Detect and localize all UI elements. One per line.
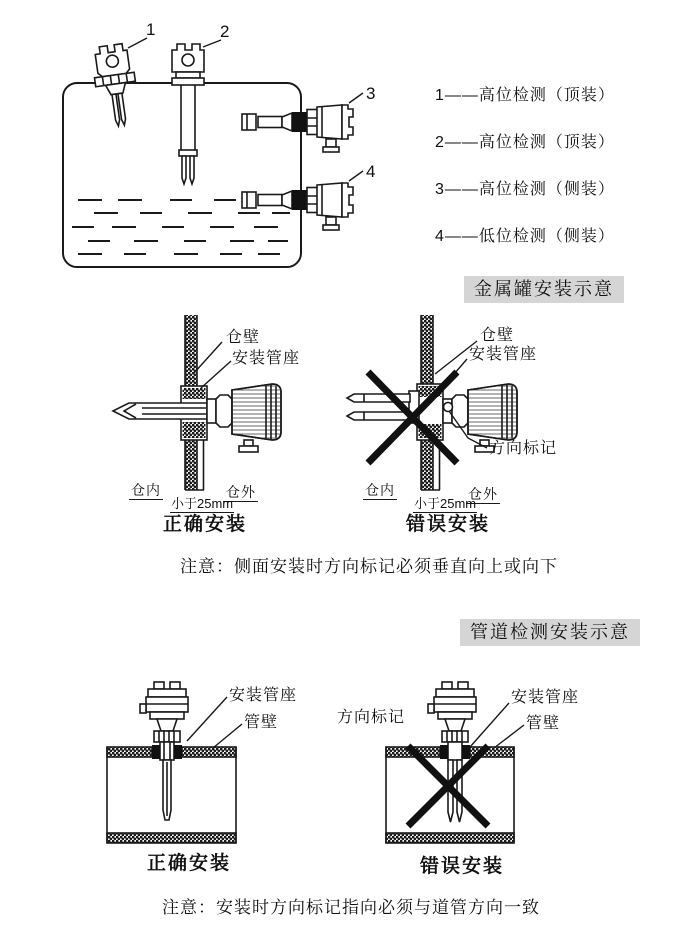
pipe-wrong-caption: 错误安装 (420, 856, 505, 877)
sensor-housing (232, 384, 281, 452)
correct-outside-label: 仓外 (226, 484, 256, 500)
legend-item-2: 2——高位检测（顶装） (435, 134, 615, 151)
callout-1: 1 (146, 20, 156, 39)
correct-wall-label: 仓壁 (226, 329, 261, 346)
pipe-section-badge: 管道检测安装示意 (460, 619, 640, 646)
legend-item-4: 4——低位检测（侧装） (435, 228, 615, 245)
wrong-install-caption: 错误安装 (406, 514, 491, 535)
process-adapter (207, 395, 232, 427)
pipe-wrong-direction-label: 方向标记 (337, 709, 406, 726)
side-install-note: 注意：侧面安装时方向标记必须垂直向上或向下 (180, 557, 558, 576)
correct-distance-label: 小于25mm (171, 496, 234, 511)
correct-socket-label: 安装管座 (232, 350, 301, 367)
wrong-direction-label: 方向标记 (489, 440, 558, 457)
wrong-distance-label: 小于25mm (414, 496, 477, 511)
pipe-correct-socket-label: 安装管座 (229, 687, 298, 704)
callout-3: 3 (366, 84, 376, 103)
metal-tank-section-badge: 金属罐安装示意 (464, 276, 624, 303)
direction-mark-tab (428, 704, 434, 713)
pipe-wrong-wall-label: 管壁 (526, 715, 561, 732)
correct-install-caption: 正确安装 (163, 514, 248, 535)
label-leaders (194, 342, 231, 388)
label-leaders (187, 697, 242, 748)
direction-mark (444, 403, 453, 412)
wrong-socket-label: 安装管座 (469, 346, 538, 363)
callout-4: 4 (366, 162, 376, 181)
pipe-wrong-socket-label: 安装管座 (511, 689, 580, 706)
legend-item-3: 3——高位检测（侧装） (435, 181, 615, 198)
legend-item-1: 1——高位检测（顶装） (435, 87, 615, 104)
wrong-inside-label: 仓内 (365, 482, 395, 498)
pipe-correct-caption: 正确安装 (147, 853, 232, 874)
wrong-outside-label: 仓外 (468, 486, 498, 502)
probe-blade (163, 760, 171, 820)
pipe-correct-wall-label: 管壁 (244, 714, 279, 731)
wrong-wall-label: 仓壁 (480, 327, 515, 344)
correct-inside-label: 仓内 (131, 482, 161, 498)
pipe-install-note: 注意：安装时方向标记指向必须与道管方向一致 (162, 898, 540, 917)
label-leaders (470, 703, 524, 748)
process-adapter (443, 395, 468, 427)
probe-blade (113, 403, 207, 419)
tank-diagram-drawing (0, 0, 420, 290)
callout-2: 2 (220, 22, 230, 41)
